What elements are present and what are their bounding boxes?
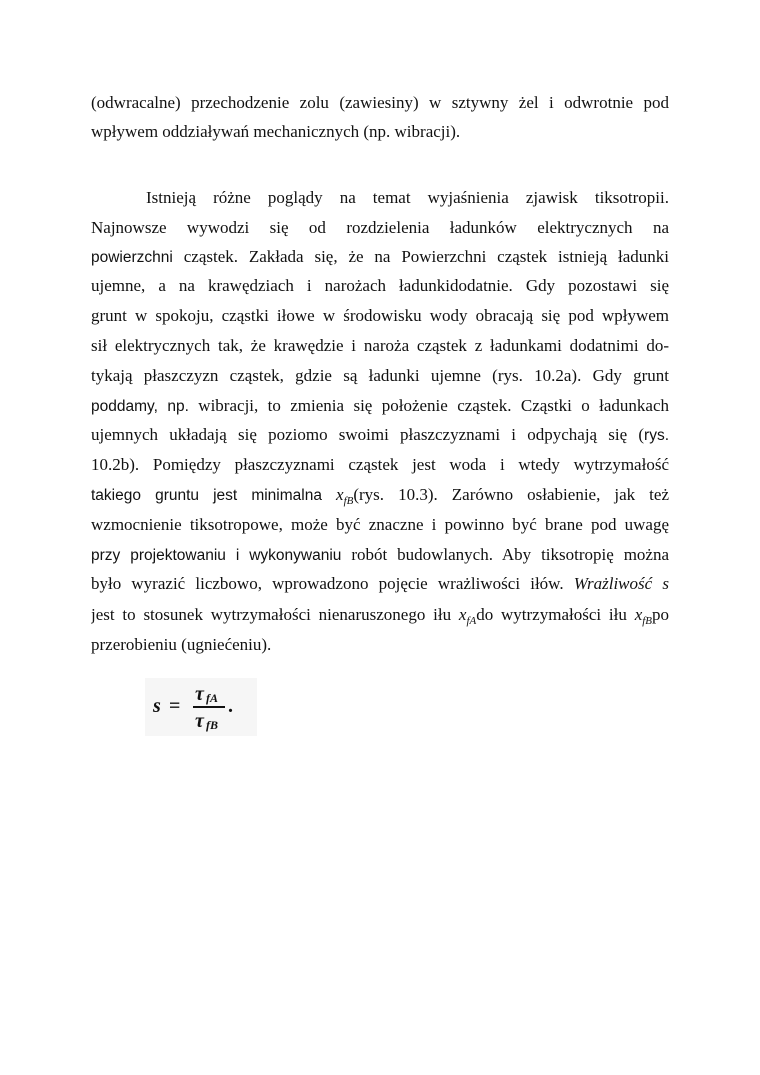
text-span: cząstek. Zakłada się, że na Powierzchni cząstek istnieją ładunki	[172, 247, 669, 266]
paragraph2-line-12: wzmocnienie tiksotropowe, może być znaczne i powinno być brane pod uwagę	[91, 515, 669, 534]
text-span: jest to stosunek wytrzymałości nienaruszonego iłu	[91, 605, 452, 624]
paragraph2-line-5: grunt w spokoju, cząstki iłowe w środowisku wody obracają się pod wpływem	[91, 306, 669, 325]
formula-equals: =	[169, 695, 181, 717]
paragraph2-line-8	[91, 394, 669, 418]
formula-svg	[145, 678, 257, 736]
paragraph2-line-14	[91, 572, 669, 596]
paragraph2-line-10: 10.2b). Pomiędzy płaszczyznami cząstek jest woda i wtedy wytrzymałość	[91, 455, 669, 474]
text-span: powierzchni	[91, 249, 173, 266]
math-var: x	[634, 605, 643, 624]
text-span: takiego gruntu jest minimalna	[91, 487, 322, 504]
paragraph2-line-16: przerobieniu (ugniećeniu).	[91, 635, 272, 654]
text-span: było wyrazić liczbowo, wprowadzono pojęcie wrażliwości iłów.	[91, 574, 564, 593]
formula-denominator: τ	[195, 710, 204, 732]
formula-numerator: τ	[195, 683, 204, 705]
paragraph1-line-1: (odwracalne) przechodzenie zolu (zawiesiny) w sztywny żel i odwrotnie pod	[91, 93, 669, 112]
text-span: po	[652, 605, 669, 624]
formula-lhs: s	[153, 695, 161, 717]
paragraph2-line-1: Istnieją różne poglądy na temat wyjaśnienia zjawisk tiksotropii.	[146, 188, 669, 207]
text-emphasis: Wrażliwość s	[573, 574, 669, 593]
paragraph2-line-9	[91, 423, 669, 447]
text-span: ujemnych układają się poziomo swoimi płaszczyznami i odpychają się (	[91, 425, 645, 444]
math-var: x	[458, 605, 467, 624]
formula-denominator-subscript: fB	[206, 718, 218, 732]
math-subscript: fA	[466, 615, 477, 627]
math-subscript: fB	[343, 495, 354, 507]
text-span: rys.	[644, 427, 669, 444]
sensitivity-formula	[145, 678, 257, 736]
text-span: poddamy, np.	[91, 398, 189, 415]
paragraph2-line-15	[91, 603, 669, 627]
formula-numerator-subscript: fA	[206, 691, 218, 705]
paragraph2-line-2: Najnowsze wywodzi się od rozdzielenia ładunków elektrycznych na	[91, 218, 669, 237]
paragraph2-line-3	[91, 245, 669, 269]
math-var: x	[336, 485, 344, 504]
text-span: przy projektowaniu i wykonywaniu	[91, 547, 342, 564]
math-subscript: fB	[642, 615, 653, 627]
text-span: robót budowlanych. Aby tiksotropię można	[341, 545, 669, 564]
text-span: wibracji, to zmienia się położenie cząstek. Cząstki o ładunkach	[188, 396, 669, 415]
paragraph2-line-4: ujemne, a na krawędziach i narożach ładunkidodatnie. Gdy pozostawi się	[91, 276, 669, 295]
paragraph2-line-7: tykają płaszczyzn cząstek, gdzie są ładunki ujemne (rys. 10.2a). Gdy grunt	[91, 366, 669, 385]
text-span: do wytrzymałości iłu	[476, 605, 627, 624]
formula-period: .	[228, 695, 233, 717]
paragraph2-line-11	[91, 483, 669, 507]
paragraph2-line-6: sił elektrycznych tak, że krawędzie i naroża cząstek z ładunkami dodatnimi do-	[91, 336, 669, 355]
text-span: (rys. 10.3). Zarówno osłabienie, jak też	[353, 485, 669, 504]
paragraph1-line-2: wpływem oddziaływań mechanicznych (np. wibracji).	[91, 122, 461, 141]
paragraph2-line-13	[91, 543, 669, 567]
